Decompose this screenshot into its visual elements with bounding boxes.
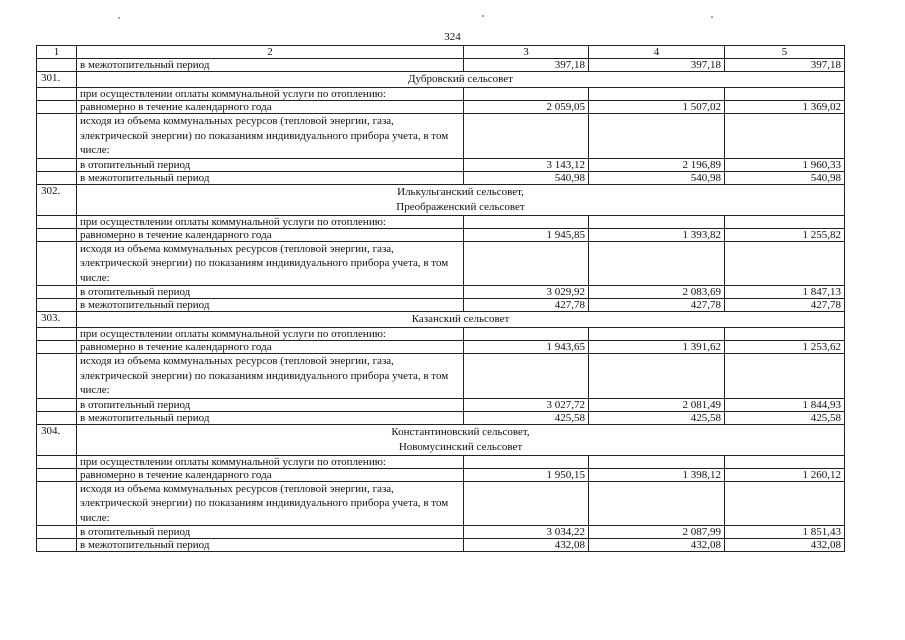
value-col-5: 1 253,62 xyxy=(725,341,845,354)
value-col-4 xyxy=(589,455,725,468)
table-row xyxy=(37,114,845,159)
value-col-4: 540,98 xyxy=(589,171,725,184)
section-row xyxy=(37,184,845,215)
index-cell xyxy=(37,341,77,354)
value-col-5 xyxy=(725,114,845,159)
section-name-line: Илькульганский сельсовет, xyxy=(397,185,524,198)
index-cell xyxy=(37,215,77,228)
index-cell xyxy=(37,526,77,539)
row-label: в отопительный период xyxy=(77,398,464,411)
table-row xyxy=(37,468,845,481)
row-label: в отопительный период xyxy=(77,158,464,171)
row-label: равномерно в течение календарного года xyxy=(77,101,464,114)
value-col-4: 397,18 xyxy=(589,59,725,72)
section-index: 301. xyxy=(37,72,77,88)
table-row xyxy=(37,228,845,241)
index-cell xyxy=(37,286,77,299)
section-name xyxy=(77,184,845,215)
scan-speck xyxy=(482,15,484,17)
value-col-3: 1 950,15 xyxy=(464,468,589,481)
index-cell xyxy=(37,299,77,312)
value-col-5: 540,98 xyxy=(725,171,845,184)
section-name xyxy=(77,312,845,328)
table-row xyxy=(37,526,845,539)
value-col-4 xyxy=(589,241,725,286)
tariff-table xyxy=(36,45,845,552)
value-col-3: 1 943,65 xyxy=(464,341,589,354)
value-col-4: 432,08 xyxy=(589,539,725,552)
value-col-3 xyxy=(464,328,589,341)
index-cell xyxy=(37,328,77,341)
table-row xyxy=(37,539,845,552)
scan-speck xyxy=(118,17,120,19)
table-body xyxy=(37,59,845,552)
section-name-line: Преображенский сельсовет xyxy=(396,200,525,213)
value-col-3: 427,78 xyxy=(464,299,589,312)
section-row xyxy=(37,72,845,88)
value-col-4 xyxy=(589,481,725,526)
value-col-4 xyxy=(589,88,725,101)
value-col-3: 1 945,85 xyxy=(464,228,589,241)
header-col-2: 2 xyxy=(77,46,464,59)
index-cell xyxy=(37,241,77,286)
value-col-5: 1 255,82 xyxy=(725,228,845,241)
table-row xyxy=(37,158,845,171)
index-cell xyxy=(37,398,77,411)
value-col-5 xyxy=(725,88,845,101)
index-cell xyxy=(37,468,77,481)
value-col-3 xyxy=(464,481,589,526)
value-col-4 xyxy=(589,215,725,228)
index-cell xyxy=(37,228,77,241)
row-label: исходя из объема коммунальных ресурсов (тепловой энергии, газа, электрической энергии) по показаниям индивидуального прибора учета, в том числе: xyxy=(77,241,464,286)
value-col-4 xyxy=(589,114,725,159)
value-col-4: 427,78 xyxy=(589,299,725,312)
header-row xyxy=(37,46,845,59)
value-col-3 xyxy=(464,354,589,399)
index-cell xyxy=(37,455,77,468)
table-row xyxy=(37,59,845,72)
value-col-3 xyxy=(464,455,589,468)
section-name xyxy=(77,424,845,455)
value-col-3: 2 059,05 xyxy=(464,101,589,114)
value-col-5: 1 260,12 xyxy=(725,468,845,481)
row-label: в межотопительный период xyxy=(77,539,464,552)
value-col-3: 397,18 xyxy=(464,59,589,72)
row-label: при осуществлении оплаты коммунальной услуги по отоплению: xyxy=(77,455,464,468)
value-col-4: 2 196,89 xyxy=(589,158,725,171)
value-col-3: 3 027,72 xyxy=(464,398,589,411)
table-row xyxy=(37,215,845,228)
value-col-5 xyxy=(725,354,845,399)
value-col-4: 1 393,82 xyxy=(589,228,725,241)
value-col-5 xyxy=(725,328,845,341)
value-col-5: 1 369,02 xyxy=(725,101,845,114)
table-row xyxy=(37,88,845,101)
table-row xyxy=(37,354,845,399)
index-cell xyxy=(37,411,77,424)
row-label: равномерно в течение календарного года xyxy=(77,341,464,354)
value-col-5 xyxy=(725,481,845,526)
value-col-3: 3 143,12 xyxy=(464,158,589,171)
section-index: 302. xyxy=(37,184,77,215)
value-col-5: 1 847,13 xyxy=(725,286,845,299)
value-col-3: 432,08 xyxy=(464,539,589,552)
row-label: равномерно в течение календарного года xyxy=(77,228,464,241)
header-col-1: 1 xyxy=(37,46,77,59)
table-row xyxy=(37,481,845,526)
table-row xyxy=(37,299,845,312)
value-col-4: 2 081,49 xyxy=(589,398,725,411)
value-col-3: 3 029,92 xyxy=(464,286,589,299)
value-col-3: 540,98 xyxy=(464,171,589,184)
row-label: в межотопительный период xyxy=(77,171,464,184)
value-col-5: 427,78 xyxy=(725,299,845,312)
row-label: в межотопительный период xyxy=(77,411,464,424)
value-col-3: 3 034,22 xyxy=(464,526,589,539)
row-label: равномерно в течение календарного года xyxy=(77,468,464,481)
index-cell xyxy=(37,101,77,114)
header-col-4: 4 xyxy=(589,46,725,59)
row-label: исходя из объема коммунальных ресурсов (тепловой энергии, газа, электрической энергии) по показаниям индивидуального прибора учета, в том числе: xyxy=(77,481,464,526)
row-label: в межотопительный период xyxy=(77,59,464,72)
value-col-4 xyxy=(589,328,725,341)
value-col-3 xyxy=(464,215,589,228)
value-col-4: 2 087,99 xyxy=(589,526,725,539)
table-row xyxy=(37,171,845,184)
index-cell xyxy=(37,354,77,399)
index-cell xyxy=(37,114,77,159)
value-col-5: 1 851,43 xyxy=(725,526,845,539)
index-cell xyxy=(37,59,77,72)
section-name-line: Казанский сельсовет xyxy=(411,313,510,325)
value-col-3 xyxy=(464,241,589,286)
row-label: в отопительный период xyxy=(77,526,464,539)
section-row xyxy=(37,424,845,455)
value-col-5: 425,58 xyxy=(725,411,845,424)
table-row xyxy=(37,328,845,341)
value-col-3 xyxy=(464,114,589,159)
row-label: в межотопительный период xyxy=(77,299,464,312)
row-label: исходя из объема коммунальных ресурсов (тепловой энергии, газа, электрической энергии) по показаниям индивидуального прибора учета, в том числе: xyxy=(77,114,464,159)
section-index: 303. xyxy=(37,312,77,328)
value-col-4: 1 398,12 xyxy=(589,468,725,481)
value-col-5 xyxy=(725,241,845,286)
value-col-5: 432,08 xyxy=(725,539,845,552)
value-col-3: 425,58 xyxy=(464,411,589,424)
value-col-4: 1 507,02 xyxy=(589,101,725,114)
value-col-5 xyxy=(725,215,845,228)
index-cell xyxy=(37,171,77,184)
row-label: исходя из объема коммунальных ресурсов (тепловой энергии, газа, электрической энергии) по показаниям индивидуального прибора учета, в том числе: xyxy=(77,354,464,399)
value-col-3 xyxy=(464,88,589,101)
row-label: при осуществлении оплаты коммунальной услуги по отоплению: xyxy=(77,328,464,341)
row-label: при осуществлении оплаты коммунальной услуги по отоплению: xyxy=(77,215,464,228)
table-row xyxy=(37,286,845,299)
table-row xyxy=(37,398,845,411)
index-cell xyxy=(37,539,77,552)
scan-speck xyxy=(711,16,713,18)
value-col-5: 1 960,33 xyxy=(725,158,845,171)
header-col-5: 5 xyxy=(725,46,845,59)
row-label: при осуществлении оплаты коммунальной услуги по отоплению: xyxy=(77,88,464,101)
section-name-line: Новомусинский сельсовет xyxy=(398,440,523,453)
table-row xyxy=(37,101,845,114)
value-col-5: 397,18 xyxy=(725,59,845,72)
value-col-5: 1 844,93 xyxy=(725,398,845,411)
value-col-4 xyxy=(589,354,725,399)
table-row xyxy=(37,455,845,468)
value-col-4: 2 083,69 xyxy=(589,286,725,299)
header-col-3: 3 xyxy=(464,46,589,59)
value-col-4: 425,58 xyxy=(589,411,725,424)
section-name xyxy=(77,72,845,88)
section-index: 304. xyxy=(37,424,77,455)
page-number: 324 xyxy=(444,31,461,43)
index-cell xyxy=(37,158,77,171)
table-row xyxy=(37,341,845,354)
section-name-line: Дубровский сельсовет xyxy=(408,73,513,85)
section-row xyxy=(37,312,845,328)
row-label: в отопительный период xyxy=(77,286,464,299)
table-row xyxy=(37,241,845,286)
section-name-line: Константиновский сельсовет, xyxy=(391,425,530,438)
value-col-4: 1 391,62 xyxy=(589,341,725,354)
value-col-5 xyxy=(725,455,845,468)
table-row xyxy=(37,411,845,424)
index-cell xyxy=(37,481,77,526)
index-cell xyxy=(37,88,77,101)
